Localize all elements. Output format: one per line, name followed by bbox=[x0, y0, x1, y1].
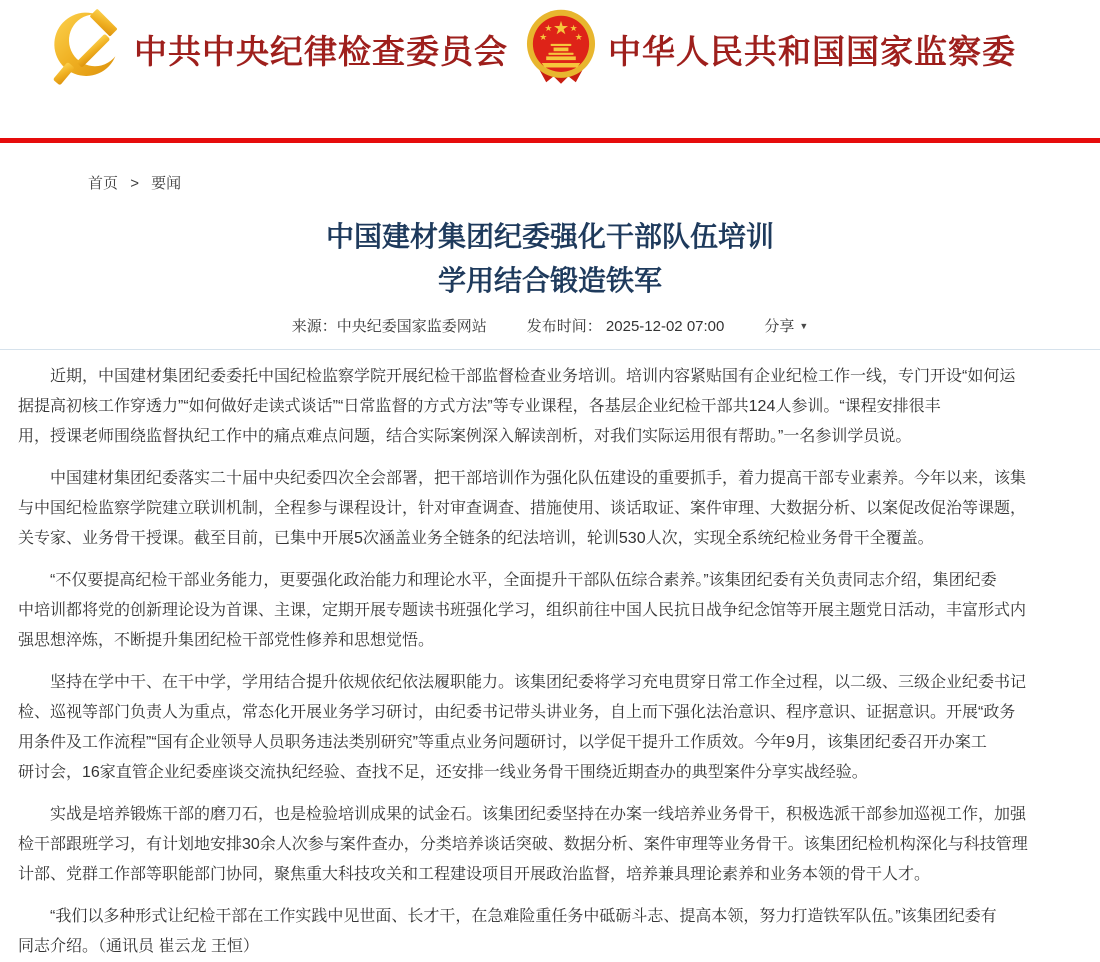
article-line: “我们以多种形式让纪检干部在工作实践中见世面、长才干，在急难险重任务中砥砺斗志、提高本领，努力打造铁军队伍。”该集团纪委有 bbox=[50, 908, 997, 925]
publish-time-value: 2025-12-02 07:00 bbox=[605, 318, 725, 335]
paragraph bbox=[18, 800, 1100, 890]
share-caret-icon: ▼ bbox=[799, 321, 809, 331]
nsc-site-title: 中华人民共和国国家监察委 bbox=[608, 32, 1016, 70]
article-line: 实战是培养锻炼干部的磨刀石，也是检验培训成果的试金石。该集团纪委坚持在办案一线培养业务骨干，积极选派干部参加巡视工作，加强 bbox=[50, 806, 1027, 823]
article-line: 中培训都将党的创新理论设为首课、主课，定期开展专题读书班强化学习，组织前往中国人民抗日战争纪念馆等开展主题党日活动，丰富形式内 bbox=[18, 602, 1027, 619]
article-line: 用条件及工作流程”“国有企业领导人员职务违法类别研究”等重点业务问题研讨，以学促干提升工作质效。今年9月，该集团纪委召开办案工 bbox=[18, 734, 987, 751]
article-publish-time bbox=[527, 315, 725, 336]
site-header bbox=[0, 0, 1100, 138]
article-body bbox=[18, 362, 1100, 962]
ccdi-site-title: 中共中央纪律检查委员会 bbox=[134, 32, 508, 70]
paragraph bbox=[18, 668, 1100, 788]
breadcrumb-home-link[interactable]: 首页 bbox=[88, 175, 119, 192]
main-content bbox=[0, 172, 1100, 962]
article-line: 用，授课老师围绕监督执纪工作中的痛点难点问题，结合实际案例深入解读剖析，对我们实际运用很有帮助。”一名参训学员说。 bbox=[18, 428, 912, 445]
source-value: 中央纪委国家监委网站 bbox=[336, 318, 487, 335]
article-line: “不仅要提高纪检干部业务能力，更要强化政治能力和理论水平，全面提升干部队伍综合素养。”该集团纪委有关负责同志介绍，集团纪委 bbox=[50, 572, 997, 589]
article-line: 检干部跟班学习，有计划地安排30余人次参与案件查办，分类培养谈话突破、数据分析、案件审理等业务骨干。该集团纪检机构深化与科技管理 bbox=[18, 836, 1028, 853]
article-line: 检、巡视等部门负责人为重点，常态化开展业务学习研讨，由纪委书记带头讲业务，自上而下强化法治意识、程序意识、证据意识。开展“政务 bbox=[18, 704, 1016, 721]
article-line: 研讨会，16家直管企业纪委座谈交流执纪经验、查找不足，还安排一线业务骨干围绕近期查办的典型案件分享实战经验。 bbox=[18, 764, 868, 781]
article-meta bbox=[0, 315, 1100, 350]
article-title bbox=[0, 215, 1100, 303]
article-title-line1: 中国建材集团纪委强化干部队伍培训 bbox=[325, 221, 774, 252]
article-line: 强思想淬炼，不断提升集团纪检干部党性修养和思想觉悟。 bbox=[18, 632, 435, 649]
article-source bbox=[292, 315, 487, 336]
article-line: 坚持在学中干、在干中学，学用结合提升依规依纪依法履职能力。该集团纪委将学习充电贯穿日常工作全过程，以二级、三级企业纪委书记 bbox=[50, 674, 1027, 691]
article-line: 据提高初核工作穿透力”“如何做好走读式谈话”“日常监督的方式方法”等专业课程，各基层企业纪检干部共124人参训。“课程安排很丰 bbox=[18, 398, 941, 415]
article-line: 关专家、业务骨干授课。截至目前，已集中开展5次涵盖业务全链条的纪法培训，轮训530人次，实现全系统纪检业务骨干全覆盖。 bbox=[18, 530, 934, 547]
breadcrumb bbox=[88, 172, 1100, 193]
ccdi-brand-link[interactable] bbox=[52, 10, 508, 88]
share-label: 分享 bbox=[764, 318, 795, 335]
share-button[interactable] bbox=[764, 315, 808, 336]
party-emblem-icon bbox=[52, 10, 124, 88]
breadcrumb-section-link[interactable]: 要闻 bbox=[151, 175, 182, 192]
source-label: 来源： bbox=[291, 318, 337, 335]
header-accent-bar bbox=[0, 138, 1100, 143]
article-line: 同志介绍。（通讯员 崔云龙 王恒） bbox=[18, 938, 259, 955]
paragraph bbox=[18, 362, 1100, 452]
article-line: 与中国纪检监察学院建立联训机制，全程参与课程设计，针对审查调查、措施使用、谈话取证、案件审理、大数据分析、以案促改促治等课题， bbox=[18, 500, 1027, 517]
paragraph bbox=[18, 902, 1100, 962]
breadcrumb-separator: > bbox=[130, 175, 139, 192]
paragraph bbox=[18, 566, 1100, 656]
national-emblem-icon bbox=[524, 8, 598, 90]
nsc-brand-link[interactable] bbox=[524, 8, 1016, 90]
publish-time-label: 发布时间： bbox=[526, 318, 602, 335]
article-line: 中国建材集团纪委落实二十届中央纪委四次全会部署，把干部培训作为强化队伍建设的重要抓手，着力提高干部专业素养。今年以来，该集 bbox=[50, 470, 1027, 487]
article-line: 计部、党群工作部等职能部门协同，聚焦重大科技攻关和工程建设项目开展政治监督，培养兼具理论素养和业务本领的骨干人才。 bbox=[18, 866, 931, 883]
article-title-line2: 学用结合锻造铁军 bbox=[437, 265, 662, 296]
article-line: 近期，中国建材集团纪委委托中国纪检监察学院开展纪检干部监督检查业务培训。培训内容紧贴国有企业纪检工作一线，专门开设“如何运 bbox=[50, 368, 1016, 385]
paragraph bbox=[18, 464, 1100, 554]
